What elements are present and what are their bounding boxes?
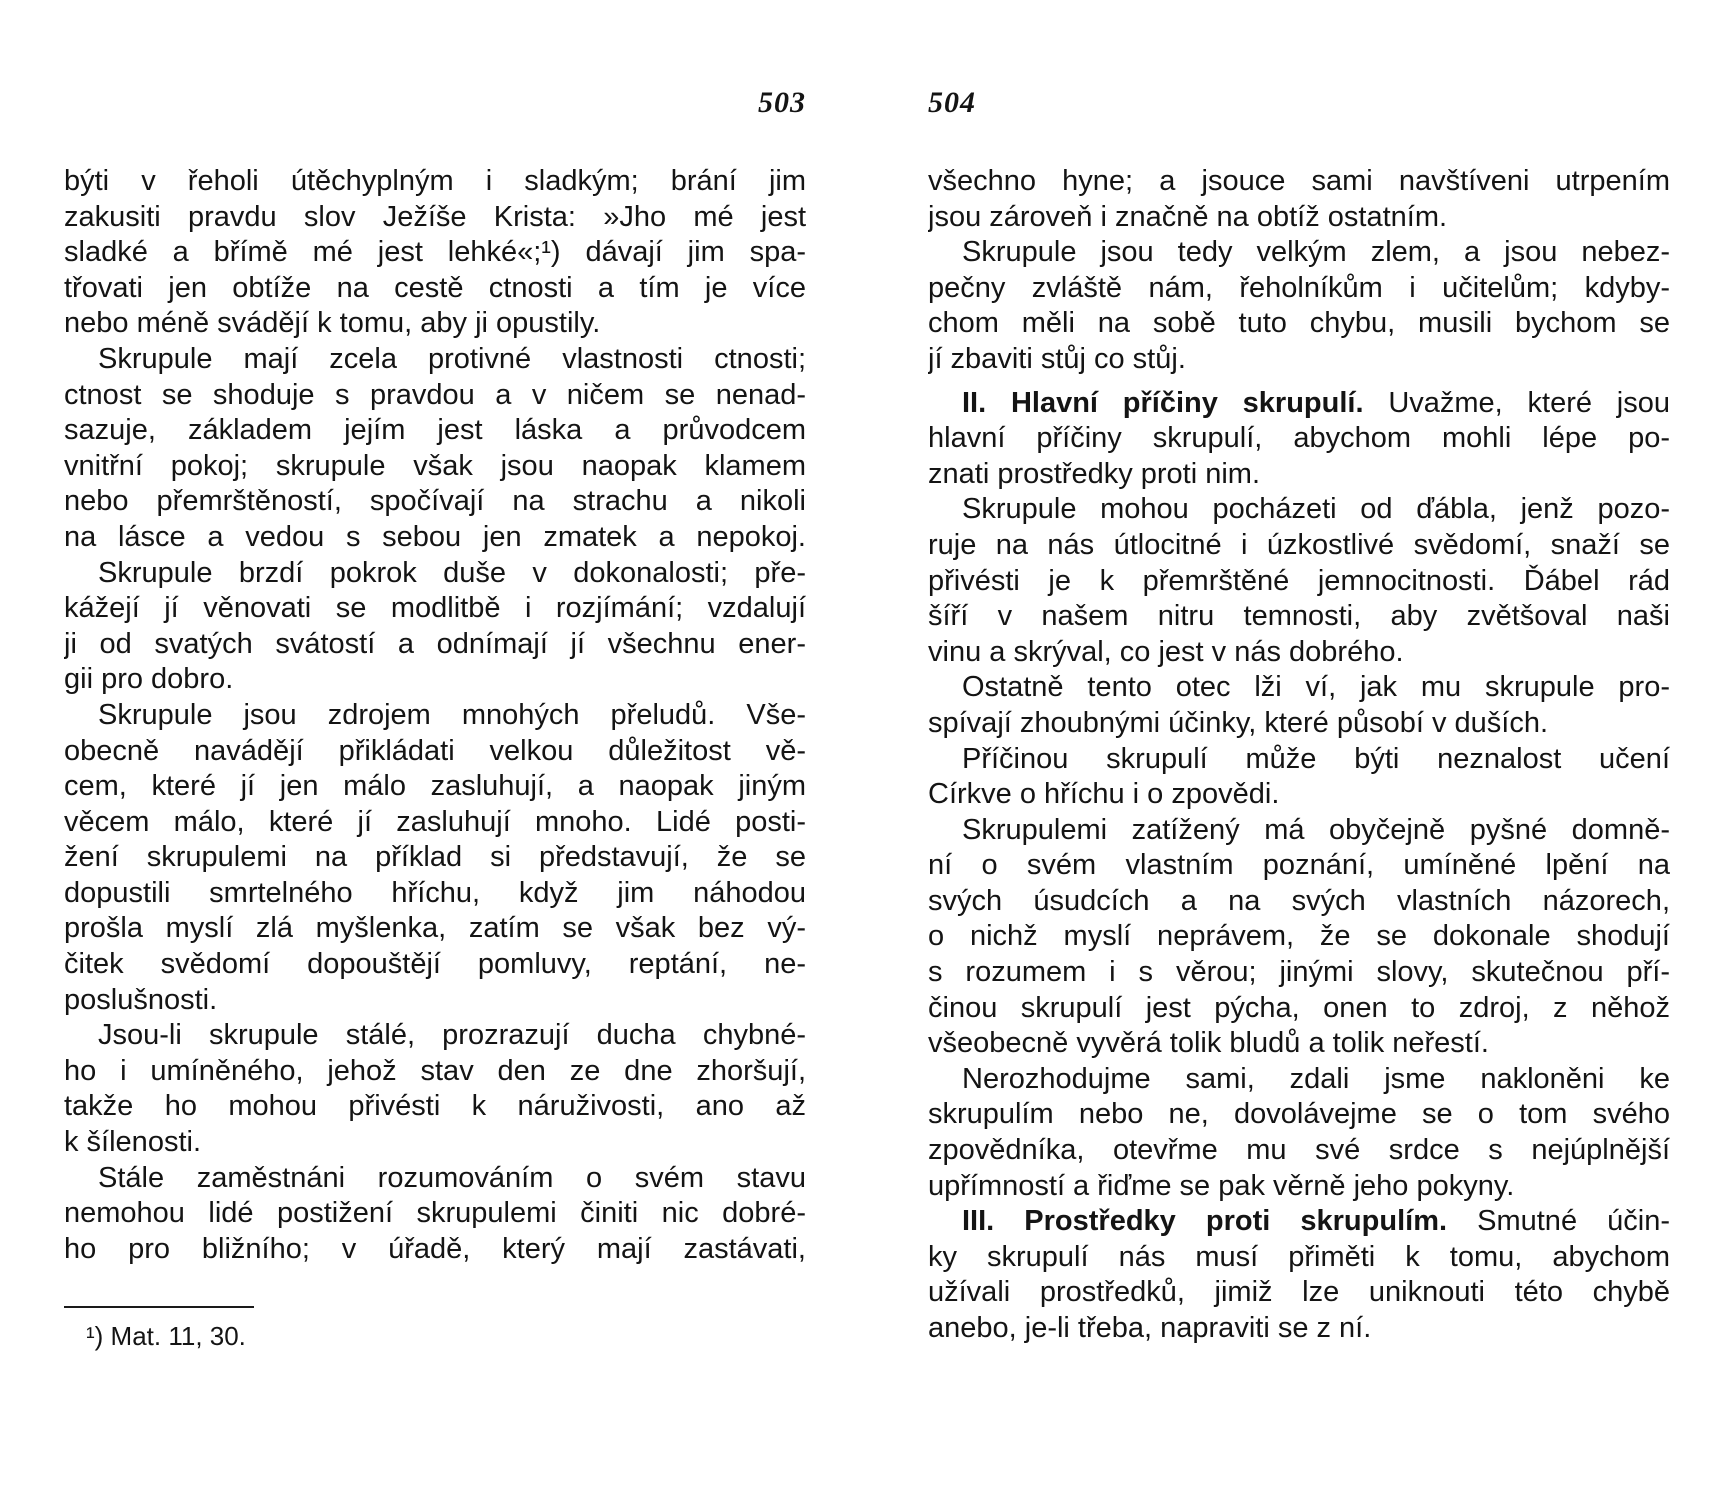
text-line: hlavní příčiny skrupulí, abychom mohli lépe po- (928, 422, 1670, 455)
text-line: poslušnosti. (64, 983, 218, 1016)
text-line: o nichž myslí neprávem, že se dokonale shodují (928, 920, 1670, 953)
text-line: ruje na nás útlocitné i úzkostlivé svědomí, snaží se (928, 528, 1670, 561)
text-line: čitek svědomí dopouštějí pomluvy, reptání, ne- (64, 948, 806, 981)
text-line: na lásce a vedou s sebou jen zmatek a nepokoj. (64, 520, 806, 553)
page-number: 503 (758, 86, 806, 119)
text-line: Skrupule jsou tedy velkým zlem, a jsou nebez- (962, 236, 1670, 269)
text-line: Stále zaměstnáni rozumováním o svém stavu (98, 1161, 806, 1194)
text-line: nebo méně svádějí k tomu, aby ji opustily. (64, 307, 601, 340)
text-line: třovati jen obtíže na cestě ctnosti a tím je více (64, 271, 806, 304)
text-line: prošla myslí zlá myšlenka, zatím se však bez vý- (64, 912, 806, 945)
text-line: nebo přemrštěností, spočívají na strachu a nikoli (64, 485, 806, 518)
text-line: ho pro bližního; v úřadě, který mají zastávati, (64, 1232, 806, 1265)
text-line: Skrupule mají zcela protivné vlastnosti ctnosti; (98, 342, 806, 375)
text-line: ky skrupulí nás musí přiměti k tomu, abychom (928, 1240, 1670, 1273)
section-heading: III. Prostředky proti skrupulím. (962, 1205, 1448, 1238)
text-line: ní o svém vlastním poznání, umíněné lpění na (928, 849, 1670, 882)
text-line: přivésti je k přemrštěné jemnocitnosti. Ďábel rád (928, 564, 1670, 597)
text-line: užívali prostředků, jimiž lze uniknouti této chybě (928, 1276, 1670, 1309)
text-line: Skrupule jsou zdrojem mnohých přeludů. Vše- (98, 698, 806, 731)
text-run: Smutné účin- (1477, 1205, 1670, 1238)
page-number: 504 (928, 86, 976, 119)
text-line: skrupulím nebo ne, dovolávejme se o tom svého (928, 1098, 1670, 1131)
text-line: Příčinou skrupulí může býti neznalost učení (962, 742, 1670, 775)
text-line: gii pro dobro. (64, 663, 234, 696)
text-line: šíří v našem nitru temnosti, aby zvětšoval naši (928, 600, 1670, 633)
text-line: činou skrupulí jest pýcha, onen to zdroj, z něhož (928, 991, 1670, 1024)
text-line: cem, které jí jen málo zasluhují, a naopak jiným (64, 770, 806, 803)
text-line: Skrupule mohou pocházeti od ďábla, jenž pozo- (962, 493, 1670, 526)
text-line: takže ho mohou přivésti k náruživosti, ano až (64, 1090, 806, 1123)
text-line: Skrupulemi zatížený má obyčejně pyšné domně- (962, 813, 1670, 846)
text-line: upřímností a řiďme se pak věrně jeho pokyny. (928, 1169, 1515, 1202)
text-line: jsou zároveň i značně na obtíž ostatním. (928, 200, 1448, 233)
text-line: žení skrupulemi na příklad si představují, že se (64, 841, 806, 874)
text-line: býti v řeholi útěchyplným i sladkým; brání jim (64, 165, 806, 197)
text-line: ctnost se shoduje s pravdou a v ničem se nenad- (64, 378, 806, 411)
text-line: věcem málo, které jí zasluhují mnoho. Lidé posti- (64, 805, 806, 838)
text-line: k šílenosti. (64, 1126, 201, 1159)
text-line: zakusiti pravdu slov Ježíše Krista: »Jho mé jest (64, 200, 806, 233)
text-line: sladké a břímě mé jest lehké«;¹) dávají jim spa- (64, 236, 806, 269)
text-line: Nerozhodujme sami, zdali jsme nakloněni ke (962, 1062, 1670, 1095)
text-line: zpovědníka, otevřme mu své srdce s nejúplnější (928, 1134, 1670, 1167)
section-heading-line (928, 1204, 1670, 1240)
text-line: anebo, je-li třeba, napraviti se z ní. (928, 1312, 1372, 1344)
text-line: kážejí jí věnovati se modlitbě i rozjímání; vzdalují (64, 592, 806, 625)
footnote: ¹) Mat. 11, 30. (86, 1321, 246, 1351)
text-column (928, 164, 1670, 1347)
text-line: vnitřní pokoj; skrupule však jsou naopak klamem (64, 449, 806, 482)
text-line: ji od svatých svátostí a odnímají jí všechnu ener- (64, 627, 806, 660)
text-line: nemohou lidé postižení skrupulemi činiti nic dobré- (64, 1197, 806, 1230)
text-line: obecně navádějí přikládati velkou důležitost vě- (64, 734, 806, 767)
text-line: dopustili smrtelného hříchu, když jim náhodou (64, 876, 806, 909)
text-line: znati prostředky proti nim. (928, 457, 1261, 490)
section-heading: II. Hlavní příčiny skrupulí. (962, 386, 1364, 419)
text-line: vinu a skrýval, co jest v nás dobrého. (928, 635, 1404, 668)
text-line: spívají zhoubnými účinky, které působí v duších. (928, 706, 1549, 739)
text-line: svých úsudcích a na svých vlastních názorech, (928, 884, 1670, 917)
text-line: všechno hyne; a jsouce sami navštíveni utrpením (928, 165, 1670, 197)
text-line: všeobecně vyvěrá tolik bludů a tolik neřestí. (928, 1027, 1489, 1060)
text-line: Jsou-li skrupule stálé, prozrazují ducha chybné- (98, 1019, 806, 1052)
text-line: Skrupule brzdí pokrok duše v dokonalosti; pře- (98, 556, 806, 589)
text-line: pečny zvláště nám, řeholníkům i učitelům; kdyby- (928, 271, 1670, 304)
text-run: Uvažme, které jsou (1388, 386, 1670, 419)
text-column (64, 164, 806, 1267)
text-line: Církve o hříchu i o zpovědi. (928, 778, 1280, 811)
section-heading-line (928, 386, 1670, 422)
text-line: Ostatně tento otec lži ví, jak mu skrupule pro- (962, 671, 1670, 704)
text-line: sazuje, základem jejím jest láska a průvodcem (64, 414, 806, 447)
footnote-divider (64, 1306, 254, 1308)
text-line: ho i umíněného, jehož stav den ze dne zhoršují, (64, 1054, 806, 1087)
text-line: s rozumem i s věrou; jinými slovy, skutečnou pří- (928, 956, 1670, 989)
text-line: jí zbaviti stůj co stůj. (928, 342, 1186, 375)
text-line: chom měli na sobě tuto chybu, musili bychom se (928, 307, 1670, 340)
